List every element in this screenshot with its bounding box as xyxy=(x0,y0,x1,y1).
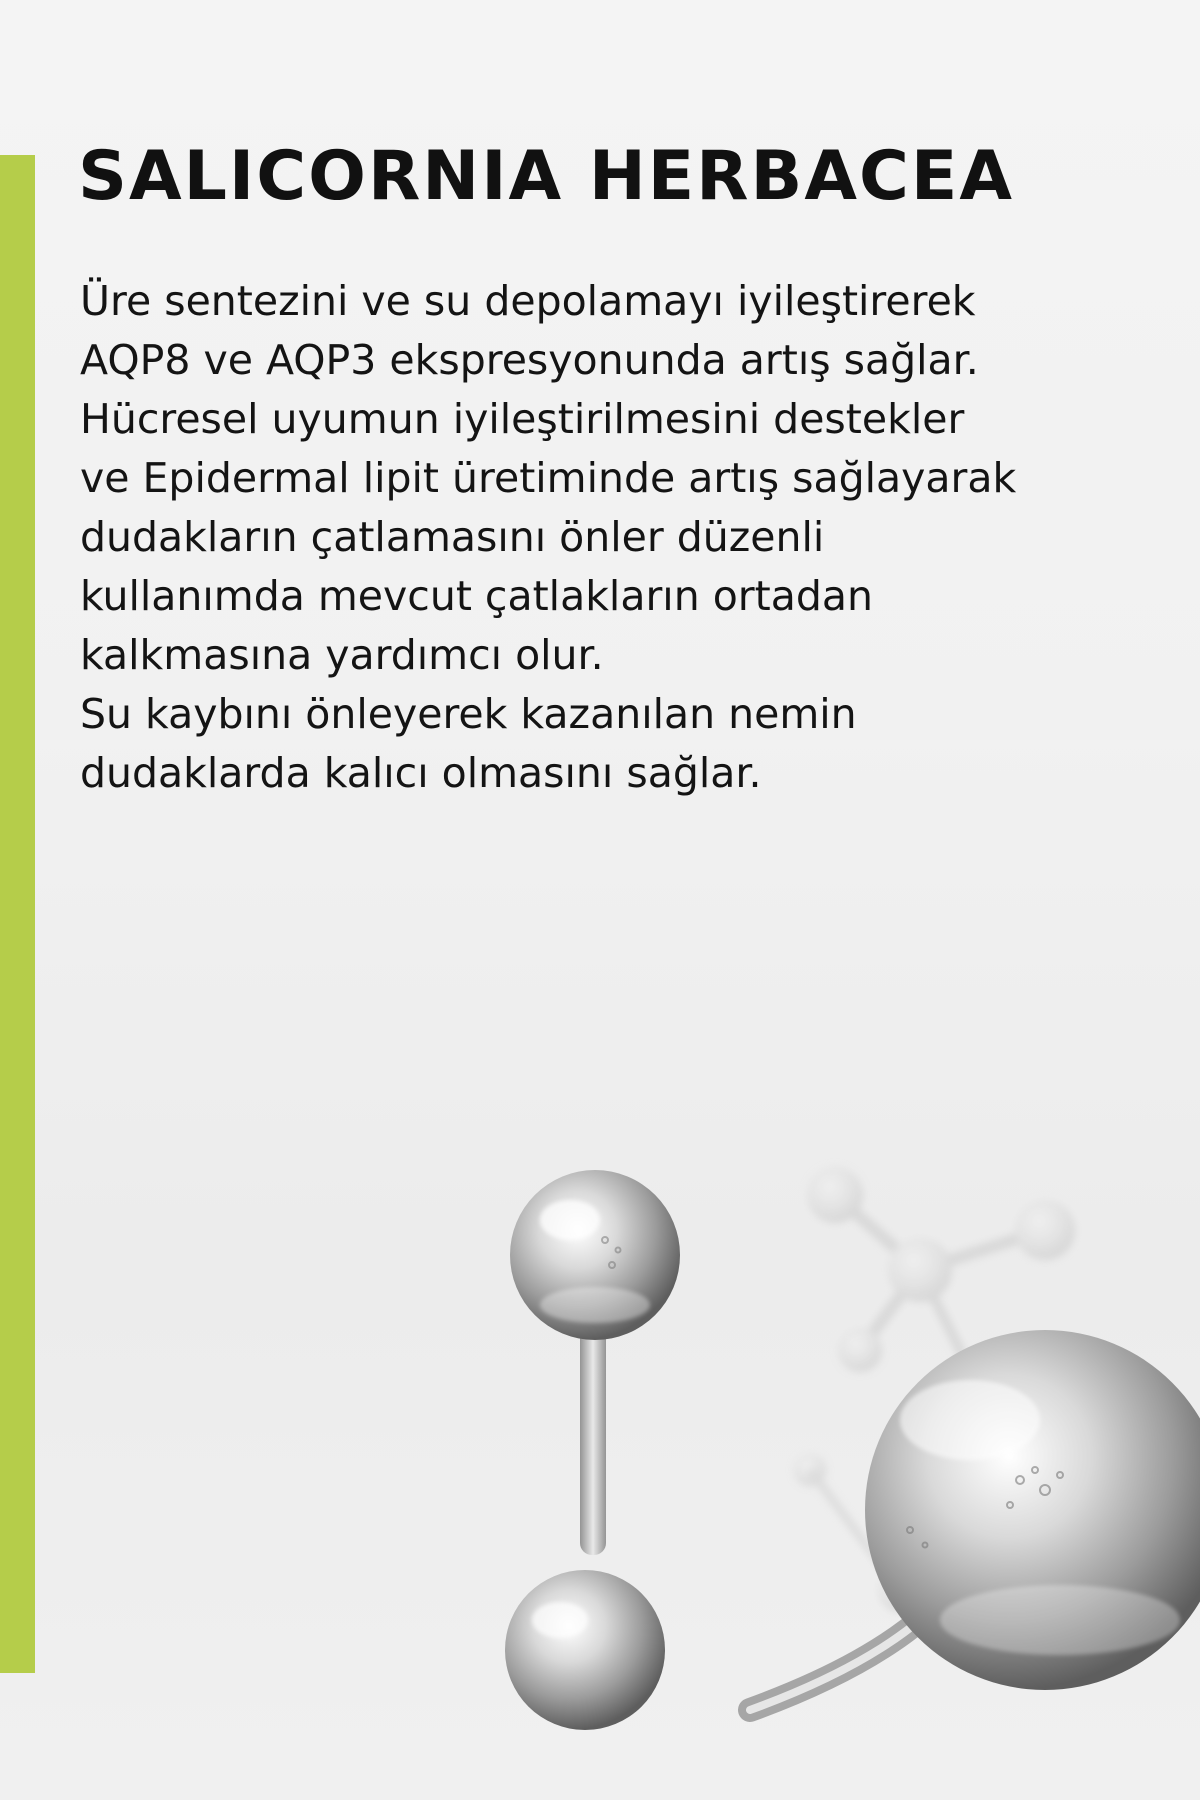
description-line: dudakların çatlamasını önler düzenli xyxy=(80,513,825,561)
accent-bar xyxy=(0,155,35,1673)
description-line: Üre sentezini ve su depolamayı iyileştirerek xyxy=(80,277,976,325)
description-line: dudaklarda kalıcı olmasını sağlar. xyxy=(80,749,762,797)
page-title: SALICORNIA HERBACEA xyxy=(78,137,1014,216)
description-line: Hücresel uyumun iyileştirilmesini destekler xyxy=(80,395,965,443)
molecule-illustration-icon xyxy=(500,1150,1200,1800)
description-line: Su kaybını önleyerek kazanılan nemin xyxy=(80,690,857,738)
description-paragraph xyxy=(80,272,1160,803)
description-line: ve Epidermal lipit üretiminde artış sağlayarak xyxy=(80,454,1017,502)
description-line: AQP8 ve AQP3 ekspresyonunda artış sağlar. xyxy=(80,336,979,384)
description-line: kalkmasına yardımcı olur. xyxy=(80,631,604,679)
description-line: kullanımda mevcut çatlakların ortadan xyxy=(80,572,873,620)
